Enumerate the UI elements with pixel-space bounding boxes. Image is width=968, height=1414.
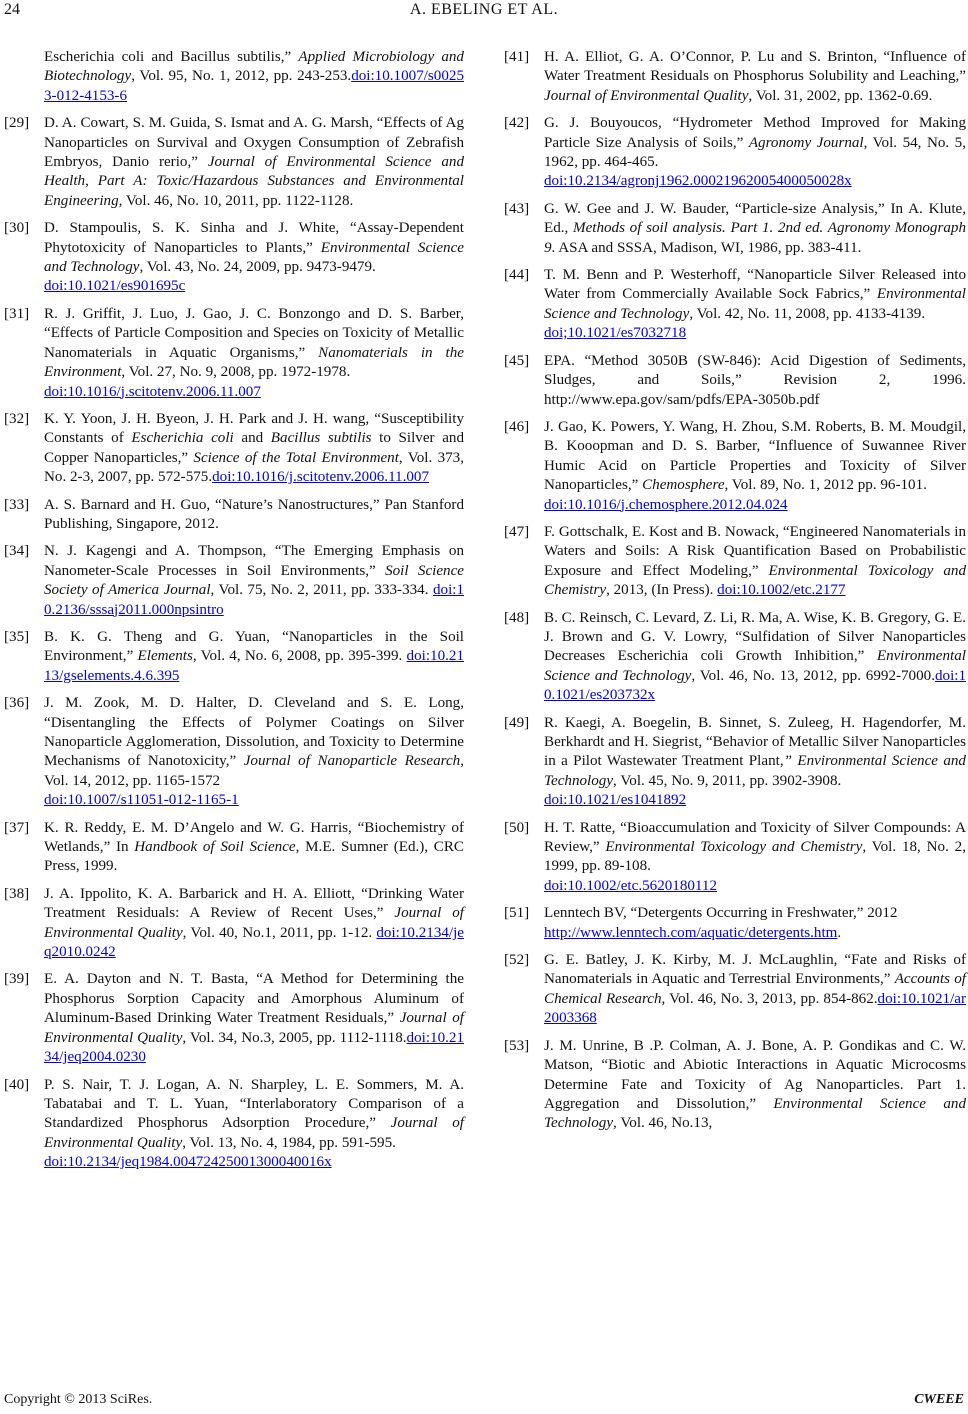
reference-37 <box>4 819 464 877</box>
ref-number: [40] <box>4 1076 30 1093</box>
ref-text: R. Kaegi, A. Boegelin, B. Sinnet, S. Zuleeg, H. Hagendorfer, M. Berkhardt and H. Siegrist, “Behavior of Metallic Silver Nanoparticles in a Pilot Wastewater Treatment Plant, <box>544 714 966 770</box>
reference-39 <box>4 970 464 1067</box>
ref-text: J. Gao, K. Powers, Y. Wang, H. Zhou, S.M. Roberts, B. M. Moudgil, B. Kooopman and D. S. Barber, “Influence of Suwannee River Humic Acid on Particle Properties and Toxicity of Silver Nanoparticles,” <box>544 418 966 494</box>
ref-journal: Journal of Environmental Quality <box>44 905 464 941</box>
ref-text: R. J. Griffit, J. Luo, J. Gao, J. C. Bonzongo and D. S. Barber, “Effects of Particle Composition and Species on Toxicity of Metallic Nanomaterials in Aquatic Organisms,” <box>44 305 464 361</box>
ref-number: [38] <box>4 885 30 902</box>
doi-link[interactable]: doi;10.1021/es7032718 <box>544 325 687 342</box>
reference-49 <box>504 714 966 811</box>
ref-journal: Journal of Environmental Quality <box>544 87 749 104</box>
ref-text: , Vol. 13, No. 4, 1984, pp. 591-595. <box>182 1134 396 1151</box>
ref-text: B. C. Reinsch, C. Levard, Z. Li, R. Ma, A. Wise, K. B. Gregory, G. E. J. Brown and G. V. Lowry, “Sulfidation of Silver Nanoparticles Decreases Escherichia coli Growth Inhibition,” <box>544 609 966 665</box>
reference-52 <box>504 951 966 1029</box>
ref-text: A. S. Barnard and H. Guo, “Nature’s Nanostructures,” Pan Stanford Publishing, Singapore, 2012. <box>44 496 464 532</box>
ref-text: , Vol. 46, No. 3, 2013, pp. 854-862. <box>661 990 878 1007</box>
reference-41 <box>504 48 966 106</box>
ref-text: EPA. “Method 3050B (SW-846): Acid Digestion of Sediments, Sludges, and Soils,” Revision 2, 1996. http://www.epa.gov/sam/pdfs/EPA-3050b.pdf <box>544 352 966 408</box>
ref-text: , Vol. 14, 2012, pp. 1165-1572 <box>44 753 464 789</box>
reference-38 <box>4 885 464 963</box>
doi-link[interactable]: doi:10.1021/es1041892 <box>544 792 687 809</box>
ref-number: [33] <box>4 496 30 513</box>
ref-italic: Bacillus subtilis <box>270 430 372 447</box>
reference-45 <box>504 352 966 410</box>
doi-link[interactable]: doi:10.1016/j.scitotenv.2006.11.007 <box>44 383 261 400</box>
doi-link[interactable]: doi:10.1002/etc.5620180112 <box>544 877 718 894</box>
ref-text: , Vol. 75, No. 2, 2011, pp. 333-334. <box>210 582 433 599</box>
doi-link[interactable]: doi:10.1007/s00253-012-4153-6 <box>44 68 464 104</box>
ref-text: , Vol. 18, No. 2, 1999, pp. 89-108. <box>544 839 966 875</box>
ref-journal: Nanomaterials in the Environment <box>44 344 464 381</box>
ref-text: T. M. Benn and P. Westerhoff, “Nanoparticle Silver Released into Water from Commercially Available Sock Fabrics,” <box>544 267 966 303</box>
page-number: 24 <box>4 1 20 18</box>
ref-journal: Environmental Science and Technology <box>544 1095 966 1132</box>
reference-48 <box>504 609 966 706</box>
ref-journal: Journal of Nanoparticle Research <box>243 753 461 770</box>
ref-text: , 2013, (In Press). <box>606 582 718 599</box>
ref-text: , M.E. Sumner (Ed.), CRC Press, 1999. <box>44 839 465 875</box>
ref-text: Lenntech BV, “Detergents Occurring in Freshwater,” 2012 <box>544 905 898 922</box>
ref-number: [36] <box>4 695 30 712</box>
reference-35 <box>4 628 464 686</box>
reference-34 <box>4 542 464 620</box>
ref-text: , Vol. 40, No.1, 2011, pp. 1-12. <box>182 924 377 941</box>
ref-journal: Journal of Environmental Quality <box>44 1010 464 1046</box>
reference-continuation <box>4 48 464 106</box>
ref-text: K. Y. Yoon, J. H. Byeon, J. H. Park and J. H. wang, “Susceptibility Constants of <box>44 410 464 447</box>
reference-40 <box>4 1076 464 1173</box>
ref-text: , Vol. 95, No. 1, 2012, pp. 243-253. <box>131 68 352 85</box>
ref-text: , Vol. 373, No. 2-3, 2007, pp. 572-575. <box>44 449 464 486</box>
right-column <box>504 48 966 1142</box>
ref-number: [52] <box>504 952 530 969</box>
ref-number: [39] <box>4 971 30 988</box>
ref-number: [45] <box>504 352 530 369</box>
ref-text: , Vol. 27, No. 9, 2008, pp. 1972-1978. <box>121 364 351 381</box>
ref-text: J. A. Ippolito, K. A. Barbarick and H. A. Elliott, “Drinking Water Treatment Residuals: A Review of Recent Uses,” <box>44 885 464 922</box>
ref-text: , Vol. 43, No. 24, 2009, pp. 9473-9479. <box>139 259 376 276</box>
page-footer <box>0 1392 968 1412</box>
doi-link[interactable]: doi:10.1021/ar2003368 <box>544 990 966 1027</box>
doi-link[interactable]: doi:10.1021/es901695c <box>44 278 186 295</box>
ref-journal: Environmental Science and Technology <box>544 286 966 322</box>
ref-text: , Vol. 54, No. 5, 1962, pp. 464-465. <box>544 134 966 171</box>
ref-number: [32] <box>4 410 30 427</box>
doi-link[interactable]: doi:10.2136/sssaj2011.000npsintro <box>44 582 464 618</box>
ref-journal: Journal of Environmental Science and Health, Part A: Toxic/Hazardous Substances and Environmental Engineering <box>44 154 464 209</box>
ref-number: [30] <box>4 220 30 237</box>
doi-link[interactable]: doi:10.2134/jeq2004.0230 <box>44 1029 464 1066</box>
ref-number: [47] <box>504 523 530 540</box>
ref-text: F. Gottschalk, E. Kost and B. Nowack, “Engineered Nanomaterials in Waters and Soils: A Risk Quantification Based on Probabilistic Exposure and Effect Modeling,” <box>544 523 966 579</box>
ref-text: , Vol. 42, No. 11, 2008, pp. 4133-4139. <box>689 305 926 322</box>
reference-29 <box>4 114 464 211</box>
ref-journal: Journal of Environmental Quality <box>44 1115 464 1151</box>
ref-text: H. A. Elliot, G. A. O’Connor, P. Lu and S. Brinton, “Influence of Water Treatment Residuals on Phosphorus Solubility and Leaching,” <box>544 49 966 85</box>
doi-link[interactable]: doi:10.2134/jeq1984.00472425001300040016x <box>44 1154 332 1171</box>
ref-number: [29] <box>4 115 30 132</box>
ref-text: Escherichia coli and Bacillus subtilis,” <box>44 49 299 65</box>
ref-text: E. A. Dayton and N. T. Basta, “A Method for Determining the Phosphorus Sorption Capacity and Amorphous Aluminum of Aluminum-Based Drinking Water Treatment Residuals,” <box>44 971 464 1027</box>
ref-text: , Vol. 4, No. 6, 2008, pp. 395-399. <box>192 648 407 665</box>
ref-number: [35] <box>4 628 30 645</box>
ref-number: [46] <box>504 418 530 435</box>
ref-journal: Agronomy Journal <box>748 134 864 151</box>
ref-text: . <box>837 924 842 941</box>
copyright-notice: Copyright © 2013 SciRes. <box>4 1392 153 1407</box>
ref-number: [34] <box>4 543 30 560</box>
page-header <box>0 0 968 22</box>
ref-journal: Accounts of Chemical Research <box>544 971 967 1007</box>
reference-30 <box>4 219 464 297</box>
ref-journal: Environmental Science and Technology <box>544 648 966 684</box>
doi-link[interactable]: doi:10.2134/jeq2010.0242 <box>44 924 464 961</box>
reference-53 <box>504 1037 966 1134</box>
left-column <box>4 48 464 1181</box>
reference-36 <box>4 694 464 810</box>
ref-number: [42] <box>504 115 530 132</box>
ref-journal: Elements <box>137 648 193 665</box>
doi-link[interactable]: doi:10.1021/es203732x <box>544 667 967 704</box>
ref-journal: Environmental Toxicology and Chemistry <box>544 562 967 599</box>
ref-journal: Handbook of Soil Science <box>134 839 296 856</box>
ref-journal: Methods of soil analysis. Part 1. 2nd ed. Agronomy Monograph 9 <box>544 220 966 256</box>
ref-journal: Environmental Toxicology and Chemistry <box>605 839 863 856</box>
ref-text: , Vol. 45, No. 9, 2011, pp. 3902-3908. <box>613 772 842 789</box>
reference-47 <box>504 523 966 601</box>
doi-link[interactable]: doi:10.1007/s11051-012-1165-1 <box>44 792 239 809</box>
doi-link[interactable]: doi:10.2113/gselements.4.6.395 <box>44 648 464 684</box>
ref-text: J. M. Unrine, B .P. Colman, A. J. Bone, A. P. Gondikas and C. W. Matson, “Biotic and Abiotic Interactions in Aquatic Microcosms Determine Fate and Toxicity of Ag Nanoparticles. Part 1. Aggregation and Dissolution,” <box>544 1037 966 1112</box>
ref-journal: Soil Science Society of America Journal <box>44 562 464 599</box>
reference-44 <box>504 266 966 344</box>
reference-42 <box>504 114 966 192</box>
reference-33 <box>4 496 464 535</box>
running-head: A. EBELING ET AL. <box>409 1 559 18</box>
ref-text: , Vol. 46, No. 13, 2012, pp. 6992-7000. <box>691 667 935 684</box>
reference-43 <box>504 200 966 258</box>
ref-number: [31] <box>4 305 30 322</box>
doi-link[interactable]: doi:10.1002/etc.2177 <box>717 582 846 599</box>
doi-link[interactable]: doi:10.1016/j.scitotenv.2006.11.007 <box>212 469 430 486</box>
ref-number: [41] <box>504 49 530 65</box>
reference-32 <box>4 410 464 488</box>
ref-italic: Escherichia coli <box>131 430 234 447</box>
ref-journal: Applied Microbiology and Biotechnology <box>44 49 464 85</box>
ref-number: [48] <box>504 609 530 626</box>
ref-text: . ASA and SSSA, Madison, WI, 1986, pp. 383-411. <box>551 239 862 256</box>
reference-51 <box>504 904 966 943</box>
doi-link[interactable]: doi:10.1016/j.chemosphere.2012.04.024 <box>544 496 788 513</box>
ref-text: J. M. Zook, M. D. Halter, D. Cleveland and S. E. Long, “Disentangling the Effects of Polymer Coatings on Silver Nanoparticle Agglomeration, Dissolution, and Toxicity to Determine Mechanisms of Nanotoxicity,” <box>44 695 464 770</box>
ref-text: G. W. Gee and J. W. Bauder, “Particle-size Analysis,” In A. Klute, Ed., <box>544 200 966 237</box>
ref-text: , Vol. 34, No.3, 2005, pp. 1112-1118. <box>182 1029 407 1046</box>
ref-number: [44] <box>504 267 530 284</box>
reference-46 <box>504 418 966 515</box>
reference-50 <box>504 819 966 897</box>
reference-31 <box>4 305 464 402</box>
ref-text: G. E. Batley, J. K. Kirby, M. J. McLaughlin, “Fate and Risks of Nanomaterials in Aquatic and Terrestrial Environments,” <box>544 952 966 988</box>
ref-text: B. K. G. Theng and G. Yuan, “Nanoparticles in the Soil Environment,” <box>44 628 464 665</box>
ref-text: and <box>233 430 271 447</box>
ref-text: K. R. Reddy, E. M. D’Angelo and W. G. Harris, “Biochemistry of Wetlands,” In <box>44 819 464 856</box>
ref-number: [51] <box>504 905 530 922</box>
ref-number: [37] <box>4 819 30 836</box>
ref-text: D. Stampoulis, S. K. Sinha and J. White, “Assay-Dependent Phytotoxicity of Nanoparticles to Plants,” <box>44 220 464 256</box>
ref-text: H. T. Ratte, “Bioaccumulation and Toxicity of Silver Compounds: A Review,” <box>544 819 966 856</box>
ref-number: [53] <box>504 1037 530 1054</box>
ref-text: to Silver and Copper Nanoparticles,” <box>44 430 464 466</box>
journal-abbreviation: CWEEE <box>914 1392 964 1407</box>
ref-journal: Science of the Total Environment <box>193 449 399 466</box>
ref-text: P. S. Nair, T. J. Logan, A. N. Sharpley, L. E. Sommers, M. A. Tabatabai and T. L. Yuan, “Interlaboratory Comparison of a Standardized Phosphorus Adsorption Procedure,” <box>44 1076 464 1132</box>
ref-text: , Vol. 46, No. 10, 2011, pp. 1122-1128. <box>118 192 354 209</box>
ref-journal: Environmental Science and Technology <box>44 239 464 276</box>
ref-text: D. A. Cowart, S. M. Guida, S. Ismat and A. G. Marsh, “Effects of Ag Nanoparticles on Survival and Oxygen Consumption of Zebrafish Embryos, Danio rerio,” <box>44 115 464 171</box>
doi-link[interactable]: doi:10.2134/agronj1962.00021962005400050028x <box>544 173 852 190</box>
ref-text: , Vol. 89, No. 1, 2012 pp. 96-101. <box>724 477 927 494</box>
ref-journal: Chemosphere <box>642 477 725 494</box>
ref-text: N. J. Kagengi and A. Thompson, “The Emerging Emphasis on Nanometer-Scale Processes in Soil Environments,” <box>44 543 464 579</box>
ref-text: G. J. Bouyoucos, “Hydrometer Method Improved for Making Particle Size Analysis of Soils,” <box>544 115 966 151</box>
ref-text: , Vol. 46, No.13, <box>613 1115 713 1132</box>
ref-number: [50] <box>504 819 530 836</box>
ref-number: [49] <box>504 714 530 731</box>
ref-journal: ” Environmental Science and Technology <box>544 753 966 789</box>
ref-text: , Vol. 31, 2002, pp. 1362-0.69. <box>748 87 933 104</box>
ref-number: [43] <box>504 200 530 217</box>
url-link[interactable]: http://www.lenntech.com/aquatic/detergents.htm <box>544 924 838 941</box>
